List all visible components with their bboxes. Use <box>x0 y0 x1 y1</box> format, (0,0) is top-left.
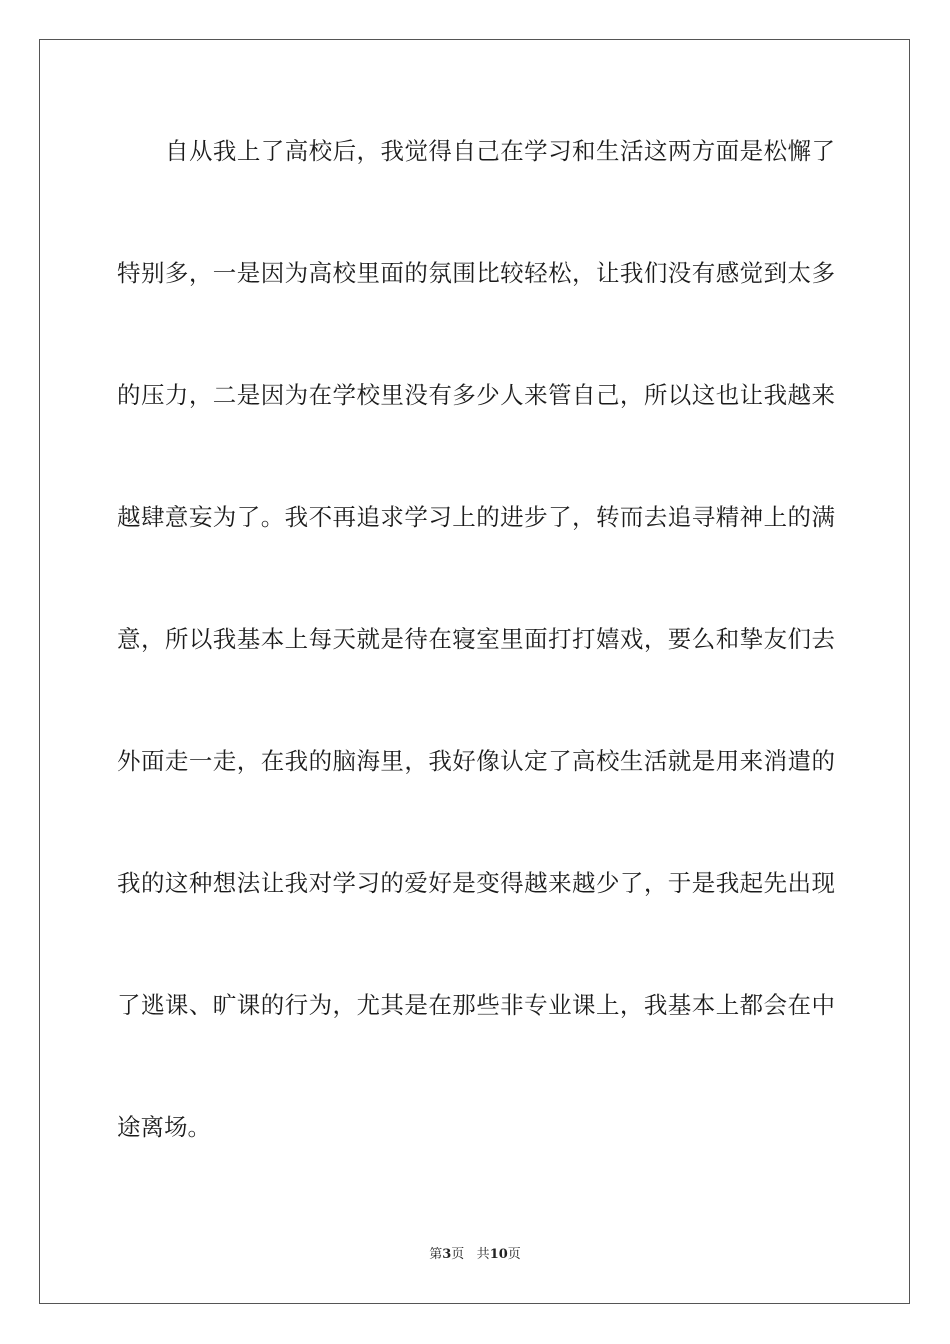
paragraph-line-2: 特别多，一是因为高校里面的氛围比较轻松，让我们没有感觉到太多 <box>117 259 835 287</box>
paragraph-line-7: 我的这种想法让我对学习的爱好是变得越来越少了，于是我起先出现 <box>117 869 835 897</box>
paragraph-line-3: 的压力，二是因为在学校里没有多少人来管自己，所以这也让我越来 <box>117 381 835 409</box>
paragraph-line-4: 越肆意妄为了。我不再追求学习上的进步了，转而去追寻精神上的满 <box>117 503 835 531</box>
page-footer <box>0 1246 950 1264</box>
footer-page-suffix: 页 <box>451 1247 465 1262</box>
paragraph-line-8: 了逃课、旷课的行为，尤其是在那些非专业课上，我基本上都会在中 <box>117 991 835 1019</box>
paragraph-line-5: 意，所以我基本上每天就是待在寝室里面打打嬉戏，要么和挚友们去 <box>117 625 835 653</box>
footer-total-pages: 10 <box>489 1247 508 1262</box>
paragraph-line-6: 外面走一走，在我的脑海里，我好像认定了高校生活就是用来消遣的 <box>117 747 835 775</box>
paragraph-line-9: 途离场。 <box>117 1113 211 1141</box>
footer-page-prefix: 第 <box>429 1247 443 1262</box>
footer-total-suffix: 页 <box>507 1247 521 1262</box>
footer-total-prefix: 共 <box>476 1247 490 1262</box>
paragraph-line-1: 自从我上了高校后，我觉得自己在学习和生活这两方面是松懈了 <box>165 137 835 165</box>
footer-page-number: 3 <box>442 1247 452 1262</box>
